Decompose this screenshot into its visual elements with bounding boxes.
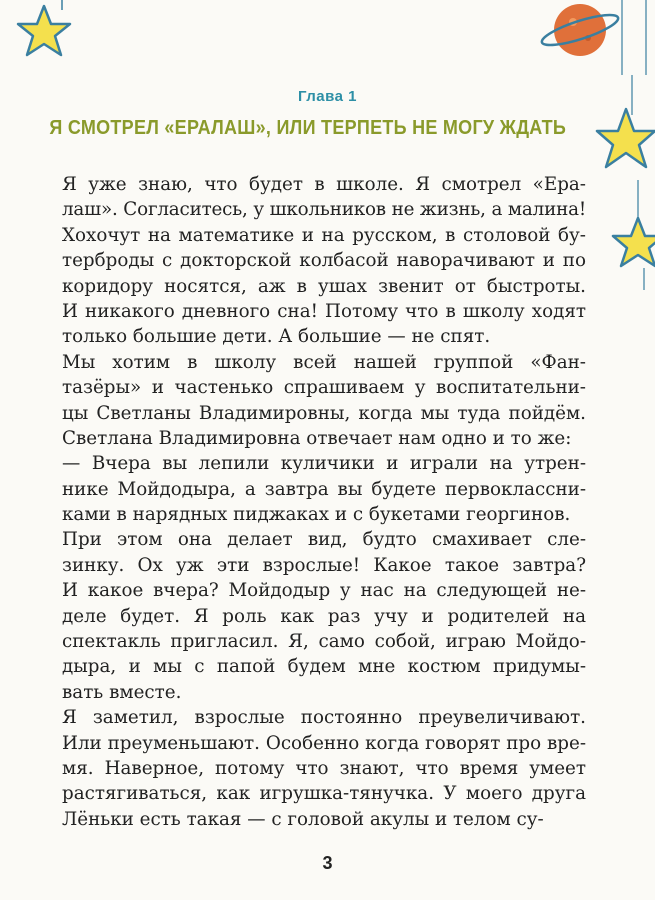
text-line: деле будет. Я роль как раз учу и родителей на [62,605,586,627]
text-line: Мы хотим в школу всей нашей группой «Фан- [62,351,586,373]
text-line: мя. Наверное, потому что знают, что время умеет [62,757,586,779]
text-line: Я заметил, взрослые постоянно преувеличивают. [62,707,586,729]
text-line: тазёры» и частенько спрашиваем у воспитательни- [62,377,586,399]
page-number: 3 [322,853,333,873]
text-line: терброды с докторской колбасой наворачивают и по [62,250,586,272]
text-line: ками в нарядных пиджаках и с букетами георгинов. [62,504,571,526]
text-line: Я уже знаю, что будет в школе. Я смотрел «Ера- [62,174,586,195]
star-icon-top-left [8,0,78,66]
body-text [62,172,586,832]
text-line: И какое вчера? Мойдодыр у нас на следующей не- [62,580,586,602]
text-line: коридору носятся, аж в ушах звенит от быстроты. [62,275,586,297]
text-line: зинку. Ох уж эти взрослые! Какое такое завтра? [62,554,586,576]
text-line: только большие дети. А большие — не спят. [62,326,491,348]
text-line: дыра, и мы с папой будем мне костюм придумы- [62,656,586,678]
text-line: растягиваться, как игрушка-тянучка. У моего друга [62,783,586,805]
planet-icon [540,0,655,75]
text-line: нике Мойдодыра, а завтра вы будете первоклассни- [62,478,586,500]
text-line: Или преуменьшают. Особенно когда говорят про вре- [62,732,586,754]
text-line: спектакль пригласил. Я, само собой, играю Мойдо- [62,631,586,653]
text-line: Хохочут на математике и на русском, в столовой бу- [62,224,586,246]
text-line: — Вчера вы лепили куличики и играли на утрен- [62,453,586,475]
text-line: Светлана Владимировна отвечает нам одно и то же: [62,427,572,449]
text-line: Лёньки есть такая — с головой акулы и телом су- [62,808,544,830]
chapter-title: Я СМОТРЕЛ «ЕРАЛАШ», ИЛИ ТЕРПЕТЬ НЕ МОГУ ЖДАТЬ [49,117,567,139]
star-icon-right-lower [608,180,655,290]
text-line: лаш». Согласитесь, у школьников не жизнь, а малина! [62,199,586,221]
chapter-number: Глава 1 [297,88,357,105]
text-line: вать вместе. [62,681,182,703]
text-line: цы Светланы Владимировны, когда мы туда пойдём. [62,402,586,424]
text-line: При этом она делает вид, будто смахивает сле- [62,529,586,551]
text-line: И никакого дневного сна! Потому что в школу ходят [62,300,586,322]
